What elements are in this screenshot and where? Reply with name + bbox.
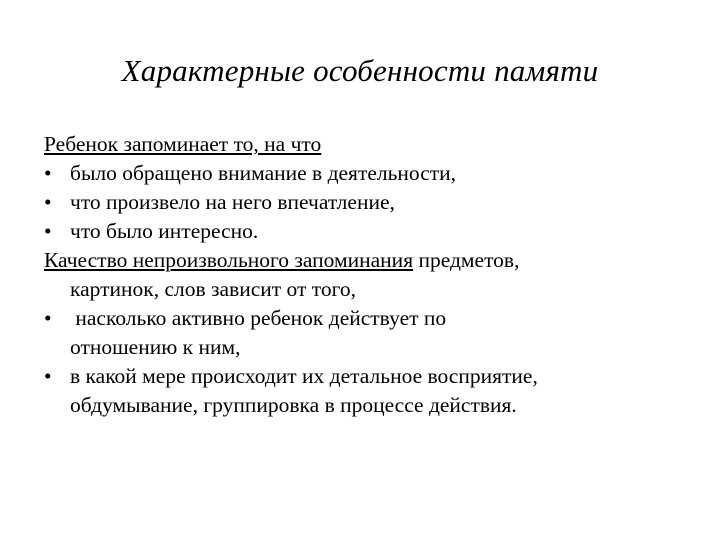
list-item (44, 188, 704, 217)
bullet-icon: • (44, 364, 52, 388)
section2-heading-continuation: картинок, слов зависит от того, (70, 277, 357, 301)
list-item-text: в какой мере происходит их детальное восприятие, (70, 364, 538, 388)
section2-heading-rest: предметов, (413, 248, 520, 272)
bullet-icon: • (44, 219, 52, 243)
list-item (44, 159, 704, 188)
list-item (44, 304, 704, 333)
slide-body (44, 130, 704, 420)
list-item-text: что произвело на него впечатление, (70, 190, 395, 214)
list-item (44, 217, 704, 246)
list-item-continuation: обдумывание, группировка в процессе действия. (70, 393, 517, 417)
list-item-text: было обращено внимание в деятельности, (70, 161, 457, 185)
section1-heading: Ребенок запоминает то, на что (44, 132, 322, 156)
list-item (44, 362, 704, 391)
bullet-icon: • (44, 190, 52, 214)
bullet-icon: • (44, 161, 52, 185)
list-item-continuation: отношению к ним, (70, 335, 241, 359)
list-item-text: что было интересно. (70, 219, 259, 243)
section2-heading-underlined: Качество непроизвольного запоминания (44, 248, 414, 272)
bullet-icon: • (44, 306, 52, 330)
list-item-text: насколько активно ребенок действует по (70, 306, 447, 330)
section2-heading (44, 246, 704, 275)
slide-title: Характерные особенности памяти (121, 53, 599, 88)
